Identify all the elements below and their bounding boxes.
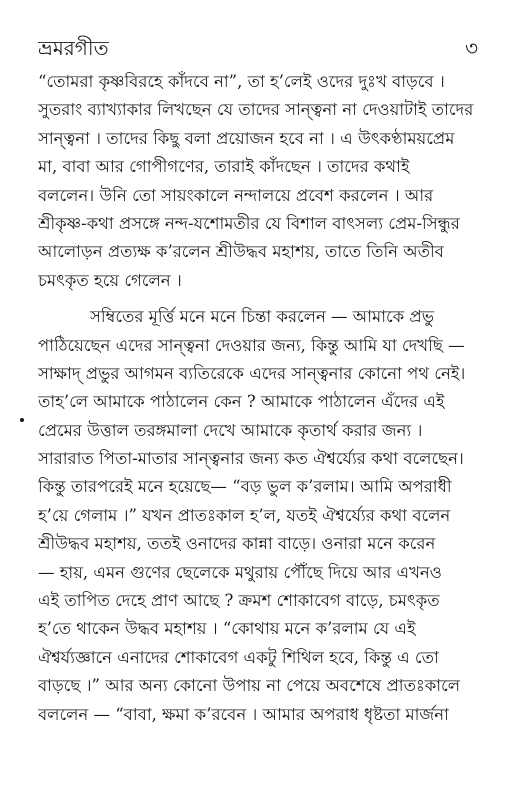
text-line: প্রেমের উত্তাল তরঙ্গমালা দেখে আমাকে কৃতার্থ করার জন্য । [38, 420, 423, 440]
text-line: — হায়, এমন গুণের ছেলেকে মথুরায় পৌঁছে দিয়ে আর এখনও [38, 562, 442, 582]
text-line: সুতরাং ব্যাখ্যাকার লিখছেন যে তাদের সান্ত্বনা না দেওয়াটাই তাদের [38, 100, 474, 120]
text-line: ঐশ্বর্য্যজ্ঞানে এনাদের শোকাবেগ একটু শিথিল হবে, কিন্তু এ তো [38, 647, 439, 667]
text-line: তাহ’লে আমাকে পাঠালেন কেন ? আমাকে পাঠালেন এঁদের এই [38, 392, 445, 412]
margin-speck [20, 418, 24, 422]
text-line: বললেন। উনি তো সায়ংকালে নন্দালয়ে প্রবেশ করলেন । আর [38, 185, 434, 205]
page-number: ৩ [464, 36, 478, 60]
text-line: শ্রীকৃষ্ণ-কথা প্রসঙ্গে নন্দ-যশোমতীর যে বিশাল বাৎসল্য প্রেম-সিন্ধুর [38, 213, 460, 233]
text-line: হ’য়ে গেলাম ।” যখন প্রাতঃকাল হ’ল, যতই ঐশ্বর্য্যের কথা বলেন [38, 505, 451, 525]
text-line: বললেন — “বাবা, ক্ষমা ক’রবেন । আমার অপরাধ ধৃষ্টতা মার্জনা [38, 704, 449, 724]
text-line: সাক্ষাদ্ প্রভুর আগমন ব্যতিরেকে এদের সান্ত্বনার কোনো পথ নেই। [38, 363, 466, 383]
paragraph-1 [38, 68, 478, 295]
paragraph-spacer [38, 295, 478, 303]
text-line: শ্রীউদ্ধব মহাশয়, ততই ওনাদের কান্না বাড়ে। ওনারা মনে করেন [38, 534, 436, 554]
text-line: মা, বাবা আর গোপীগণের, তারাই কাঁদছেন । তাদের কথাই [38, 157, 410, 177]
running-title: ভ্রমরগীত [38, 36, 109, 60]
text-line: সান্ত্বনা । তাদের কিছু বলা প্রয়োজন হবে না । এ উৎকণ্ঠাময়প্রেম [38, 128, 455, 148]
text-line: কিন্তু তারপরেই মনে হয়েছে— “বড় ভুল ক’রলাম। আমি অপরাধী [38, 477, 452, 497]
body-text [38, 68, 478, 729]
text-line: পাঠিয়েছেন এদের সান্ত্বনা দেওয়ার জন্য, কিন্তু আমি যা দেখছি — [38, 335, 465, 355]
text-line: “তোমরা কৃষ্ণবিরহে কাঁদবে না”, তা হ’লেই ওদের দুঃখ বাড়বে । [38, 72, 445, 91]
text-line: এই তাপিত দেহে প্রাণ আছে ? ক্রমশ শোকাবেগ বাড়ে, চমৎকৃত [38, 591, 440, 611]
text-line: চমৎকৃত হয়ে গেলেন । [38, 270, 182, 290]
text-line: হ’তে থাকেন উদ্ধব মহাশয় । “কোথায় মনে ক’রলাম যে এই [38, 619, 416, 639]
text-line: সারারাত পিতা-মাতার সান্ত্বনার জন্য কত ঐশ্বর্য্যের কথা বলেছেন। [38, 449, 464, 469]
text-line: আলোড়ন প্রত্যক্ষ ক’রলেন শ্রীউদ্ধব মহাশয়, তাতে তিনি অতীব [38, 242, 444, 262]
paragraph-2 [38, 303, 478, 729]
text-line: সম্বিতের মূর্ত্তি মনে মনে চিন্তা করলেন — আমাকে প্রভু [90, 307, 435, 327]
text-line: বাড়ছে ।” আর অন্য কোনো উপায় না পেয়ে অবশেষে প্রাতঃকালে [38, 676, 461, 696]
